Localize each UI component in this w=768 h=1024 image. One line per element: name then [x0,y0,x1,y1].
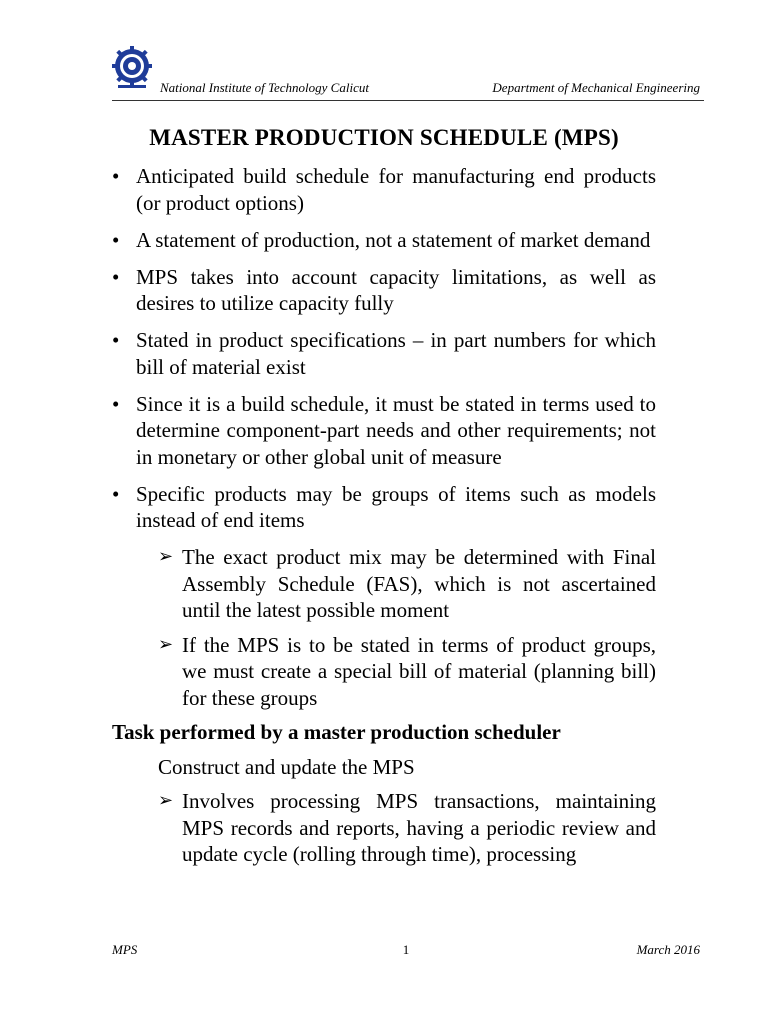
bullet-text: Since it is a build schedule, it must be stated in terms used to determine component-part needs and other requirements; not in monetary or other global unit of measure [136,391,656,469]
page-number: 1 [402,942,410,957]
page-title: MASTER PRODUCTION SCHEDULE (MPS) [149,125,619,150]
bullet-item [112,264,656,317]
bullet-text: Stated in product specifications – in part numbers for which bill of material exist [136,328,656,379]
document-body [112,163,656,876]
sub-bullet-item [158,544,656,624]
footer-date: March 2016 [636,942,700,957]
bullet-dot-icon: • [112,164,120,188]
bullet-dot-icon: • [112,264,120,289]
arrow-bullet-icon: ➢ [158,633,174,655]
section-heading: Task performed by a master production scheduler [112,720,561,744]
department-name: Department of Mechanical Engineering [492,80,700,95]
institute-name: National Institute of Technology Calicut [160,80,369,95]
bullet-dot-icon: • [112,328,120,352]
bullet-text: MPS takes into account capacity limitations, as well as desires to utilize capacity fully [136,264,656,315]
arrow-bullet-icon: ➢ [158,790,174,811]
arrow-bullet-icon: ➢ [158,546,174,567]
bullet-item [112,227,656,254]
footer-topic: MPS [112,942,138,957]
bullet-dot-icon: • [112,481,120,506]
sub-bullet-text: The exact product mix may be determined with Final Assembly Schedule (FAS), which is not ascertained until the latest possible moment [182,545,656,622]
bullet-text: Anticipated build schedule for manufacturing end products (or product options) [136,164,656,215]
page-header [112,42,704,101]
bullet-item [112,391,656,471]
bullet-dot-icon: • [112,391,120,416]
institute-logo-icon [112,46,152,90]
bullet-text: Specific products may be groups of items such as models instead of end items [136,481,656,532]
sub-bullet-text: Involves processing MPS transactions, maintaining MPS records and reports, having a periodic review and update cycle (rolling through time), processing [182,789,656,866]
bullet-item [112,163,656,216]
bullet-item [112,481,656,534]
bullet-item [112,327,656,380]
sub-bullet-text: If the MPS is to be stated in terms of product groups, we must create a special bill of material (planning bill) for these groups [182,632,656,710]
bullet-dot-icon: • [112,227,120,252]
sub-bullet-item [158,632,656,712]
sub-bullet-item [158,788,656,868]
task-line: Construct and update the MPS [158,754,415,779]
bullet-text: A statement of production, not a statement of market demand [136,227,651,252]
